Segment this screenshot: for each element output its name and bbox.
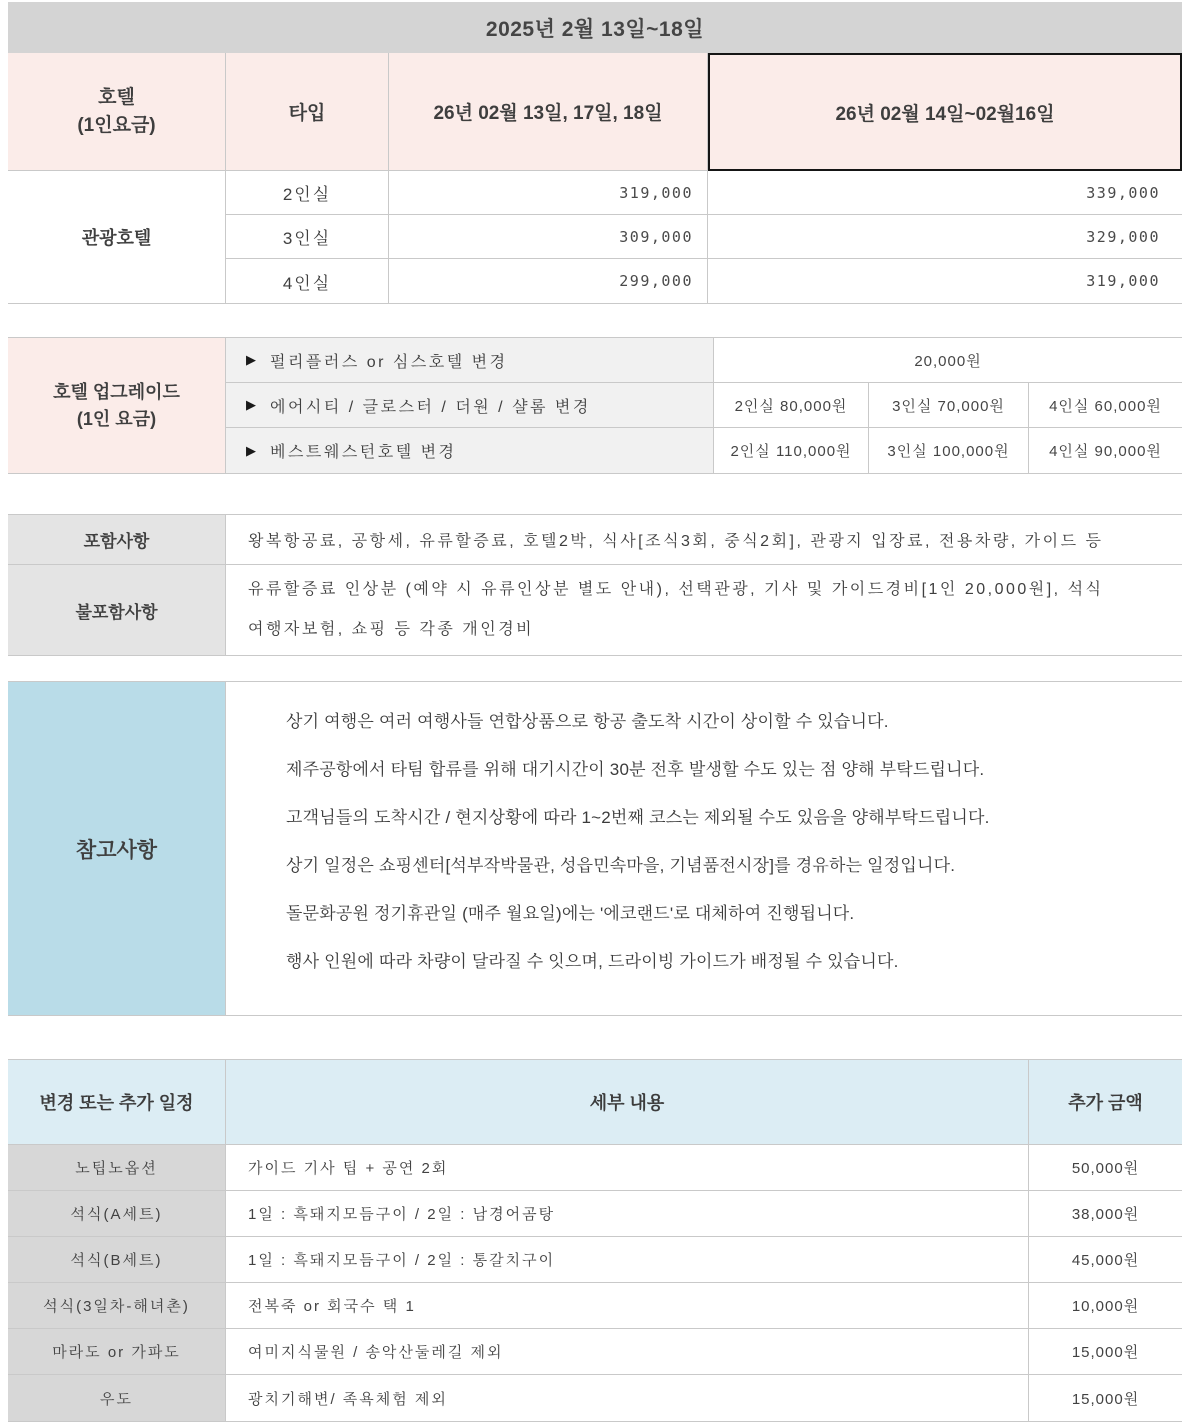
room-type: 2인실 bbox=[226, 171, 389, 215]
excluded-text-line1: 유류할증료 인상분 (예약 시 유류인상분 별도 안내), 선택관광, 기사 및 가이드경비[1인 20,000원], 석식 bbox=[248, 581, 1104, 598]
upgrade-price-2p: 2인실 110,000원 bbox=[714, 428, 869, 473]
addon-row-price: 50,000원 bbox=[1029, 1145, 1182, 1191]
excluded-text-line2: 여행자보험, 쇼핑 등 각종 개인경비 bbox=[248, 621, 535, 638]
addon-row-price: 45,000원 bbox=[1029, 1237, 1182, 1283]
hotel-price-table bbox=[8, 53, 1182, 304]
note-line: 행사 인원에 따라 차량이 달라질 수 잇으며, 드라이빙 가이드가 배정될 수 있습니다. bbox=[286, 952, 899, 971]
room-type: 3인실 bbox=[226, 215, 389, 259]
upgrade-price-3p: 3인실 100,000원 bbox=[869, 428, 1029, 473]
type-header-cell: 타입 bbox=[226, 53, 389, 171]
dates-a-header-cell: 26년 02월 13일, 17일, 18일 bbox=[389, 53, 708, 171]
addon-row-detail: 광치기해변/ 족욕체험 제외 bbox=[226, 1375, 1029, 1421]
price-b: 329,000 bbox=[708, 215, 1182, 259]
addon-header-schedule: 변경 또는 추가 일정 bbox=[8, 1060, 226, 1145]
addon-row-price: 10,000원 bbox=[1029, 1283, 1182, 1329]
upgrade-option bbox=[226, 383, 714, 428]
room-type: 4인실 bbox=[226, 259, 389, 303]
note-line: 고객님들의 도착시간 / 현지상황에 따라 1~2번째 코스는 제외될 수도 있음을 양해부탁드립니다. bbox=[286, 808, 990, 827]
addon-row-price: 15,000원 bbox=[1029, 1329, 1182, 1375]
addon-row-label: 석식(3일차-해녀촌) bbox=[8, 1283, 226, 1329]
addon-header-price: 추가 금액 bbox=[1029, 1060, 1182, 1145]
upgrade-label-line1: 호텔 업그레이드 bbox=[53, 381, 180, 402]
included-text: 왕복항공료, 공항세, 유류할증료, 호텔2박, 식사[조식3회, 중식2회], 관광지 입장료, 전용차량, 가이드 등 bbox=[226, 515, 1182, 565]
bullet-arrow-icon: ▶ bbox=[246, 397, 256, 412]
addon-row-label: 노팁노옵션 bbox=[8, 1145, 226, 1191]
upgrade-label-line2: (1인 요금) bbox=[76, 408, 157, 429]
included-label: 포함사항 bbox=[8, 515, 226, 565]
upgrade-option-text: 에어시티 / 글로스터 / 더원 / 샬롬 변경 bbox=[270, 398, 591, 416]
notes-label: 참고사항 bbox=[8, 682, 226, 1015]
excluded-text bbox=[226, 565, 1182, 655]
notes-section bbox=[8, 681, 1182, 1016]
note-line: 돌문화공원 정기휴관일 (매주 월요일)에는 '에코랜드'로 대체하여 진행됩니다. bbox=[286, 904, 855, 923]
upgrade-price-4p: 4인실 90,000원 bbox=[1049, 443, 1162, 460]
notes-body bbox=[226, 682, 1182, 1015]
addon-row-detail: 전복죽 or 회국수 택 1 bbox=[226, 1283, 1029, 1329]
hotel-upgrade-table bbox=[8, 337, 1182, 474]
price-a: 309,000 bbox=[389, 215, 708, 259]
note-line: 제주공항에서 타팀 합류를 위해 대기시간이 30분 전후 발생할 수도 있는 점 양해 부탁드립니다. bbox=[286, 760, 985, 779]
hotel-group-label: 관광호텔 bbox=[8, 171, 226, 303]
upgrade-price-4p: 4인실 60,000원 bbox=[1029, 383, 1182, 428]
addon-row-detail: 가이드 기사 팁 + 공연 2회 bbox=[226, 1145, 1029, 1191]
upgrade-price-2p: 2인실 80,000원 bbox=[714, 383, 869, 428]
upgrade-option bbox=[226, 338, 714, 383]
addon-row-detail: 1일 : 흑돼지모듬구이 / 2일 : 남경어곰탕 bbox=[226, 1191, 1029, 1237]
upgrade-option-text: 베스트웨스턴호텔 변경 bbox=[270, 444, 457, 461]
inclusion-table bbox=[8, 514, 1182, 656]
upgrade-option-text: 펄리플러스 or 심스호텔 변경 bbox=[270, 353, 508, 371]
note-line: 상기 일정은 쇼핑센터[석부작박물관, 성읍민속마을, 기념품전시장]를 경유하는 일정입니다. bbox=[286, 856, 956, 875]
addon-table bbox=[8, 1059, 1182, 1422]
date-range-title: 2025년 2월 13일~18일 bbox=[8, 2, 1182, 53]
upgrade-label-cell bbox=[8, 338, 226, 473]
addon-row-price: 38,000원 bbox=[1029, 1191, 1182, 1237]
addon-row-label: 석식(A세트) bbox=[8, 1191, 226, 1237]
price-b: 339,000 bbox=[708, 171, 1182, 215]
dates-b-header-cell: 26년 02월 14일~02월16일 bbox=[708, 53, 1182, 171]
note-line: 상기 여행은 여러 여행사들 연합상품으로 항공 출도착 시간이 상이할 수 있습니다. bbox=[286, 712, 889, 731]
addon-row-price: 15,000원 bbox=[1071, 1390, 1140, 1408]
price-b: 319,000 bbox=[1086, 272, 1160, 290]
addon-row-detail: 1일 : 흑돼지모듬구이 / 2일 : 통갈치구이 bbox=[226, 1237, 1029, 1283]
price-a: 319,000 bbox=[389, 171, 708, 215]
price-a: 299,000 bbox=[389, 259, 708, 303]
addon-row-label: 우도 bbox=[8, 1375, 226, 1421]
hotel-header-cell bbox=[8, 53, 226, 171]
addon-row-label: 마라도 or 가파도 bbox=[8, 1329, 226, 1375]
hotel-header-line1: 호텔 bbox=[98, 86, 135, 108]
addon-row-label: 석식(B세트) bbox=[8, 1237, 226, 1283]
bullet-arrow-icon: ▶ bbox=[246, 442, 256, 458]
upgrade-option bbox=[226, 428, 714, 473]
upgrade-price-3p: 3인실 70,000원 bbox=[869, 383, 1029, 428]
bullet-arrow-icon: ▶ bbox=[246, 352, 256, 367]
hotel-header-line2: (1인요금) bbox=[77, 114, 156, 136]
excluded-label: 불포함사항 bbox=[8, 565, 226, 655]
addon-row-detail: 여미지식물원 / 송악산둘레길 제외 bbox=[226, 1329, 1029, 1375]
upgrade-price-all: 20,000원 bbox=[714, 338, 1182, 383]
addon-header-detail: 세부 내용 bbox=[226, 1060, 1029, 1145]
